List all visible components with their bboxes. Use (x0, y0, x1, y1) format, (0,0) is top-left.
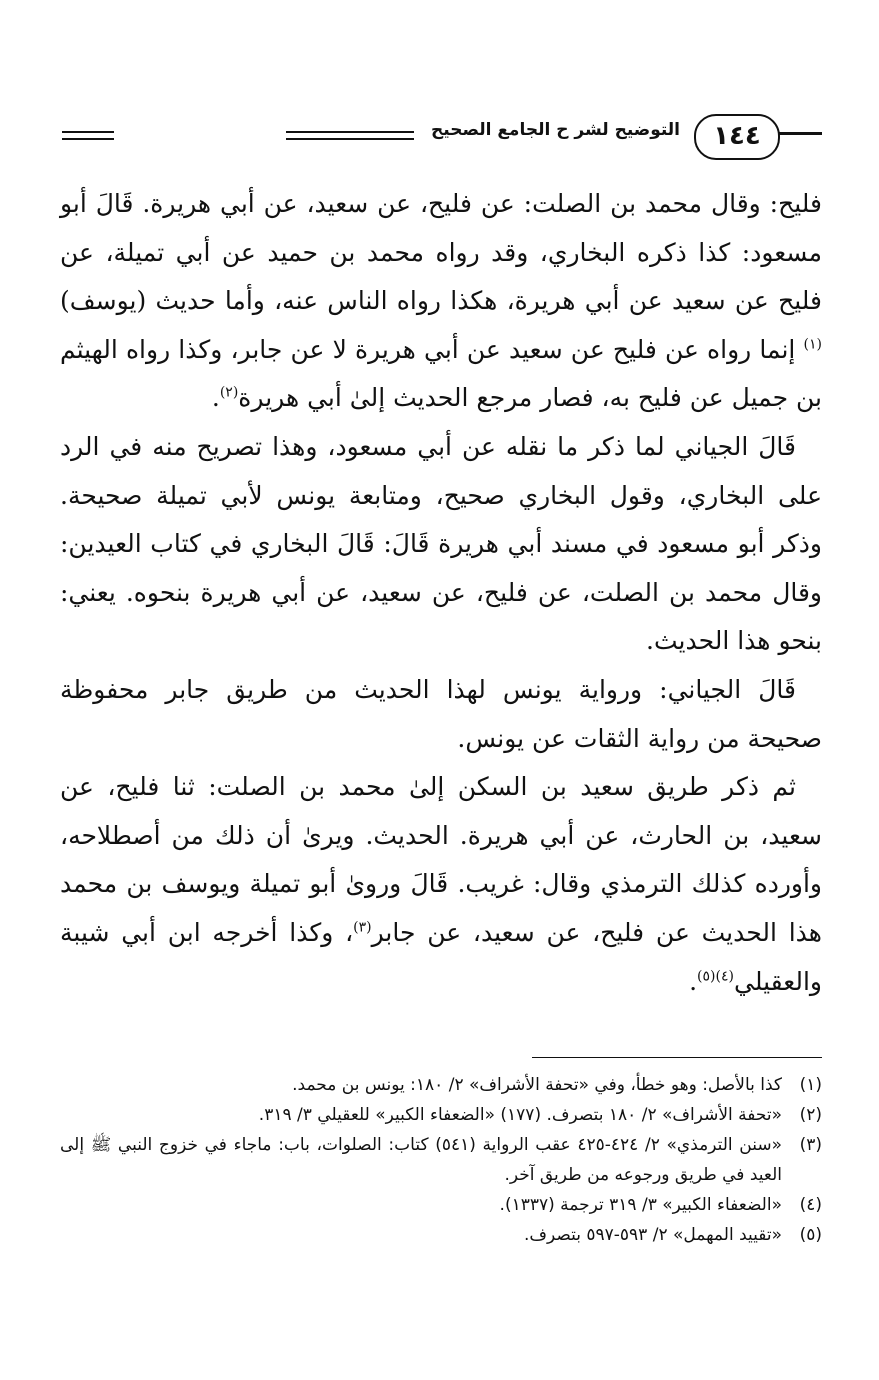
footnote-text: «تحفة الأشراف» ٢/ ١٨٠ بتصرف. (١٧٧) «الضعفاء الكبير» للعقيلي ٣/ ٣١٩. (258, 1105, 782, 1125)
page-number: ١٤٤ (694, 114, 780, 160)
footnote-number: (٣) (799, 1135, 822, 1155)
paragraph-1 (60, 180, 822, 423)
footnote-number: (٤) (799, 1195, 822, 1215)
footnote-ref-1: (١) (803, 336, 822, 353)
footnote-5 (60, 1220, 822, 1250)
footnote-number: (١) (799, 1075, 822, 1095)
paragraph-4-text-cont: ، وكذا أخرجه ابن أبي شيبة والعقيلي (60, 917, 822, 996)
page-header (62, 108, 822, 160)
footnotes (60, 1070, 822, 1250)
footnote-4 (60, 1190, 822, 1220)
footnote-text: «الضعفاء الكبير» ٣/ ٣١٩ ترجمة (١٣٣٧). (499, 1195, 782, 1215)
footnote-ref-4-5: (٤)(٥) (697, 968, 734, 985)
footnote-text: «تقييد المهمل» ٢/ ٥٩٣-٥٩٧ بتصرف. (523, 1225, 782, 1245)
footnote-3 (60, 1130, 822, 1190)
footnote-number: (٥) (799, 1225, 822, 1245)
footnote-ref-3: (٣) (353, 919, 372, 936)
footnote-1 (60, 1070, 822, 1100)
paragraph-4 (60, 763, 822, 1006)
paragraph-4-end: . (689, 966, 698, 996)
main-text (60, 180, 822, 1006)
paragraph-1-text: فليح: وقال محمد بن الصلت: عن فليح، عن سعيد، عن أبي هريرة. قَالَ أبو مسعود: كذا ذكره البخاري، وقد رواه محمد بن حميد عن أبي تميلة، عن فليح عن سعيد عن أبي هريرة، هكذا رواه الناس عنه، وأما حديث (يوسف) (60, 189, 822, 316)
running-title: التوضيح لشر ح الجامع الصحيح (431, 120, 680, 140)
footnote-text: «سنن الترمذي» ٢/ ٤٢٤-٤٢٥ عقب الرواية (٥٤١) كتاب: الصلوات، باب: ماجاء في خزوج النبي ﷺ إلى العيد في طريق ورجوعه من طريق آخر. (60, 1135, 782, 1185)
paragraph-2: قَالَ الجياني لما ذكر ما نقله عن أبي مسعود، وهذا تصريح منه في الرد على البخاري، وقول البخاري صحيح، ومتابعة يونس لأبي تميلة صحيحة. وذكر أبو مسعود في مسند أبي هريرة قَالَ: قَالَ البخاري في كتاب العيدين: وقال محمد بن الصلت، عن فليح، عن سعيد، عن أبي هريرة بنحوه. يعني: بنحو هذا الحديث. (60, 431, 822, 656)
footnote-ref-2: (٢) (219, 385, 239, 402)
header-rule-middle (286, 131, 414, 140)
paragraph-1-end: . (211, 383, 220, 413)
footnote-separator (532, 1057, 822, 1058)
paragraph-3: قَالَ الجياني: ورواية يونس لهذا الحديث من طريق جابر محفوظة صحيحة من رواية الثقات عن يونس. (60, 674, 822, 753)
footnote-2 (60, 1100, 822, 1130)
footnote-number: (٢) (799, 1105, 822, 1125)
header-rule-left (62, 131, 114, 140)
page-number-ornament (778, 132, 822, 135)
paragraph-1-text-cont: إنما رواه عن فليح عن سعيد عن أبي هريرة لا عن جابر، وكذا رواه الهيثم بن جميل عن فليح به، فصار مرجع الحديث إلىٰ أبي هريرة (60, 334, 822, 413)
footnote-text: كذا بالأصل: وهو خطأ، وفي «تحفة الأشراف» ٢/ ١٨٠: يونس بن محمد. (292, 1075, 782, 1095)
paragraph-4-text: ثم ذكر طريق سعيد بن السكن إلىٰ محمد بن الصلت: ثنا فليح، عن سعيد، بن الحارث، عن أبي هريرة. الحديث. ويرىٰ أن ذلك من أصطلاحه، وأورده كذلك الترمذي وقال: غريب. قَالَ ورو‌ىٰ أبو تميلة ويوسف بن محمد هذا الحديث عن فليح، عن سعيد، عن جابر (60, 772, 822, 947)
